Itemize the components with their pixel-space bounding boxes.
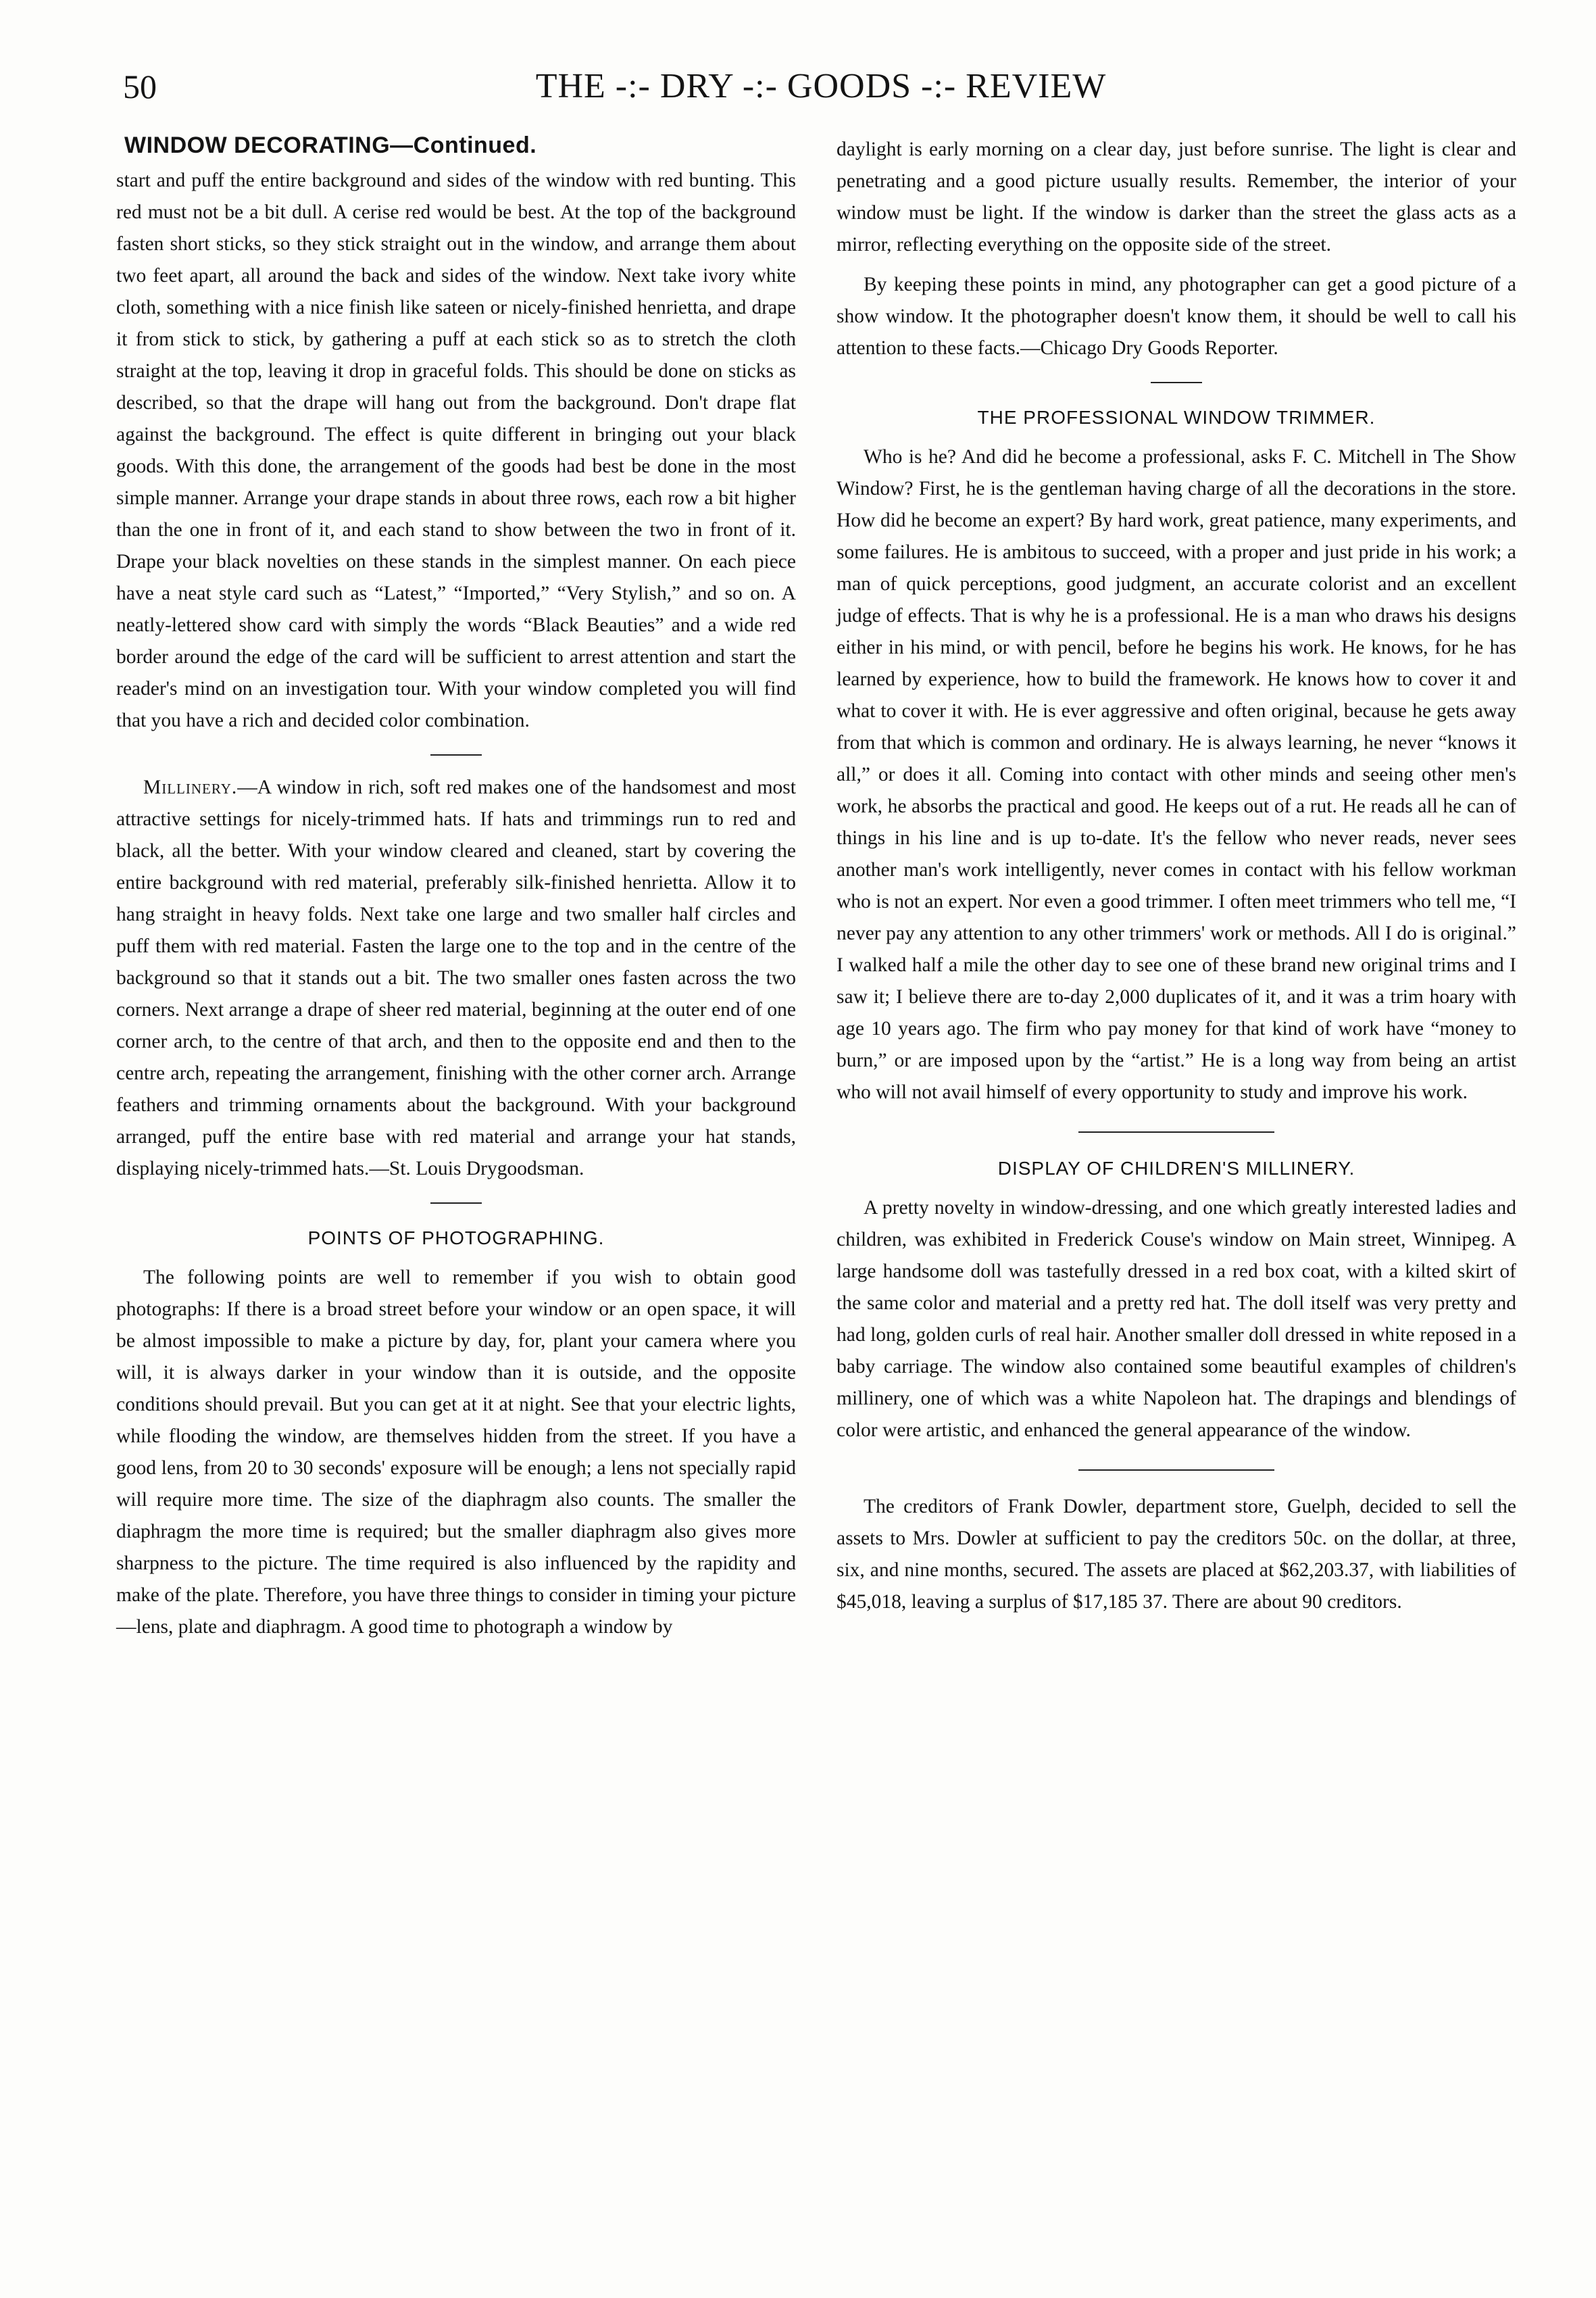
millinery-paragraph <box>116 772 796 1185</box>
section-divider-long <box>1078 1131 1274 1133</box>
page-number: 50 <box>123 68 157 105</box>
continued-heading: WINDOW DECORATING—Continued. <box>124 132 537 158</box>
photographing-paragraph: The following points are well to remember if you wish to obtain good photographs: If there is a broad street before your window or an open space, it will be almost impossible to make a picture by day, for, plant your camera where you will, it is always darker in your window than it is outside, and the opposite conditions should prevail. But you can get at it at night. See that your electric lights, while flooding the window, are themselves hidden from the street. If you have a good lens, from 20 to 30 seconds' exposure will be enough; a lens not specially rapid will require more time. The size of the diaphragm also counts. The smaller the diaphragm the more time is required; but the smaller diaphragm also gives more sharpness to the picture. The time required is also influenced by the rapidity and make of the plate. Therefore, you have three things to consider in timing your picture—lens, plate and diaphragm. A good time to photograph a window by <box>116 1267 796 1638</box>
children-millinery-heading: DISPLAY OF CHILDREN'S MILLINERY. <box>997 1158 1355 1179</box>
trimmer-heading: THE PROFESSIONAL WINDOW TRIMMER. <box>977 407 1376 428</box>
trimmer-paragraph: Who is he? And did he become a professional, asks F. C. Mitchell in The Show Window? First, he is the gentleman having charge of all the decorations in the store. How did he become an expert? By hard work, great patience, many experiments, and some failures. He is ambitous to succeed, with a proper and just pride in his work; a man of quick perceptions, good judgment, an accurate colorist and an excellent judge of effects. That is why he is a professional. He is a man who draws his designs either in his mind, or with pencil, before he begins his work. He knows, for he has learned by experience, how to build the framework. He knows how to cover it and what to cover it with. He is ever aggressive and often original, because he gets away from that which is common and ordinary. He is always learning, he never “knows it all,” or does it all. Coming into contact with other minds and seeing other men's work, he absorbs the practical and good. He keeps out of a rut. He reads all he can of things in his line and is up to-date. It's the fellow who never reads, never sees another man's work intelligently, never comes in contact with his fellow workman who is not an expert. Nor even a good trimmer. I often meet trimmers who tell me, “I never pay any attention to any other trimmers' work or methods. All I do is original.” I walked half a mile the other day to see one of these brand new original trims and I saw it; I believe there are to-day 2,000 duplicates of it, and it was a trim hoary with age 10 years ago. The firm who pay money for that kind of work have “money to burn,” or are imposed upon by the “artist.” He is a long way from being an artist who will not avail himself of every opportunity to study and improve his work. <box>837 446 1516 1103</box>
section-divider-long <box>1078 1469 1274 1471</box>
section-divider <box>430 1202 482 1204</box>
photographing-closing: By keeping these points in mind, any photographer can get a good picture of a show window. It the photographer doesn't know them, it should be well to call his attention to these facts.—Chicago Dry Goods Reporter. <box>837 274 1516 359</box>
left-column <box>116 128 796 1651</box>
millinery-lead: Millinery. <box>143 777 238 798</box>
millinery-text: —A window in rich, soft red makes one of the handsomest and most attractive settings for nicely-trimmed hats. If hats and trimmings run to red and black, all the better. With your window cleared and cleaned, start by covering the entire background with red material, preferably silk-finished henrietta. Allow it to hang straight in heavy folds. Next take one large and two smaller half circles and puff them with red material. Fasten the large one to the top and in the centre of the background so that it stands out a bit. The two smaller ones fasten across the two corners. Next arrange a drape of sheer red material, beginning at the outer end of one corner arch, to the centre of that arch, and then to the opposite end and then to the centre arch, repeating the arrangement, finishing with the other corner arch. Arrange feathers and trimming ornaments about the background. With your background arranged, puff the entire base with red material and arrange your hat stands, displaying nicely-trimmed hats.—St. Louis Drygoodsman. <box>116 777 796 1179</box>
children-millinery-paragraph: A pretty novelty in window-dressing, and one which greatly interested ladies and children, was exhibited in Frederick Couse's window on Main street, Winnipeg. A large handsome doll was tastefully dressed in a red box coat, with a kilted skirt of the same color and material and a pretty red hat. The doll itself was very pretty and had long, golden curls of real hair. Another smaller doll dressed in white reposed in a baby carriage. The window also contained some beautiful examples of children's millinery, one of which was a white Napoleon hat. The drapings and blendings of color were artistic, and enhanced the general appearance of the window. <box>837 1197 1516 1441</box>
page-header <box>101 62 1541 116</box>
running-title: THE -:- DRY -:- GOODS -:- REVIEW <box>535 67 1107 105</box>
photographing-heading: POINTS OF PHOTOGRAPHING. <box>307 1227 605 1248</box>
creditors-paragraph: The creditors of Frank Dowler, department store, Guelph, decided to sell the assets to Mrs. Dowler at sufficient to pay the creditors 50c. on the dollar, at three, six, and nine months, secured. The assets are placed at $62,203.37, with liabilities of $45,018, leaving a surplus of $17,185 37. There are about 90 creditors. <box>837 1496 1516 1613</box>
right-column <box>837 134 1516 1626</box>
decorating-paragraph: start and puff the entire background and sides of the window with red bunting. This red must not be a bit dull. A cerise red would be best. At the top of the background fasten short sticks, so they stick straight out in the window, and arrange them about two feet apart, all around the back and sides of the window. Next take ivory white cloth, something with a nice finish like sateen or nicely-finished henrietta, and drape it from stick to stick, by gathering a puff at each stick so as to stretch the cloth straight at the top, leaving it drop in graceful folds. This should be done on sticks as described, so that the drape will hang out from the background. Don't drape flat against the background. The effect is quite different in bringing out your black goods. With this done, the arrangement of the goods had best be done in the most simple manner. Arrange your drape stands in about three rows, each row a bit higher than the one in front of it, and each stand to show between the two in front of it. Drape your black novelties on these stands in the simplest manner. On each piece have a neat style card such as “Latest,” “Imported,” “Very Stylish,” and so on. A neatly-lettered show card with simply the words “Black Beauties” and a wide red border around the edge of the card will be sufficient to arrest attention and start the reader's mind on an investigation tour. With your window completed you will find that you have a rich and decided color combination. <box>116 170 796 731</box>
section-divider <box>1151 382 1202 383</box>
section-divider <box>430 754 482 756</box>
photographing-continued: daylight is early morning on a clear day, just before sunrise. The light is clear and penetrating and a good picture usually results. Remember, the interior of your window must be light. If the window is darker than the street the glass acts as a mirror, reflecting everything on the opposite side of the street. <box>837 139 1516 255</box>
